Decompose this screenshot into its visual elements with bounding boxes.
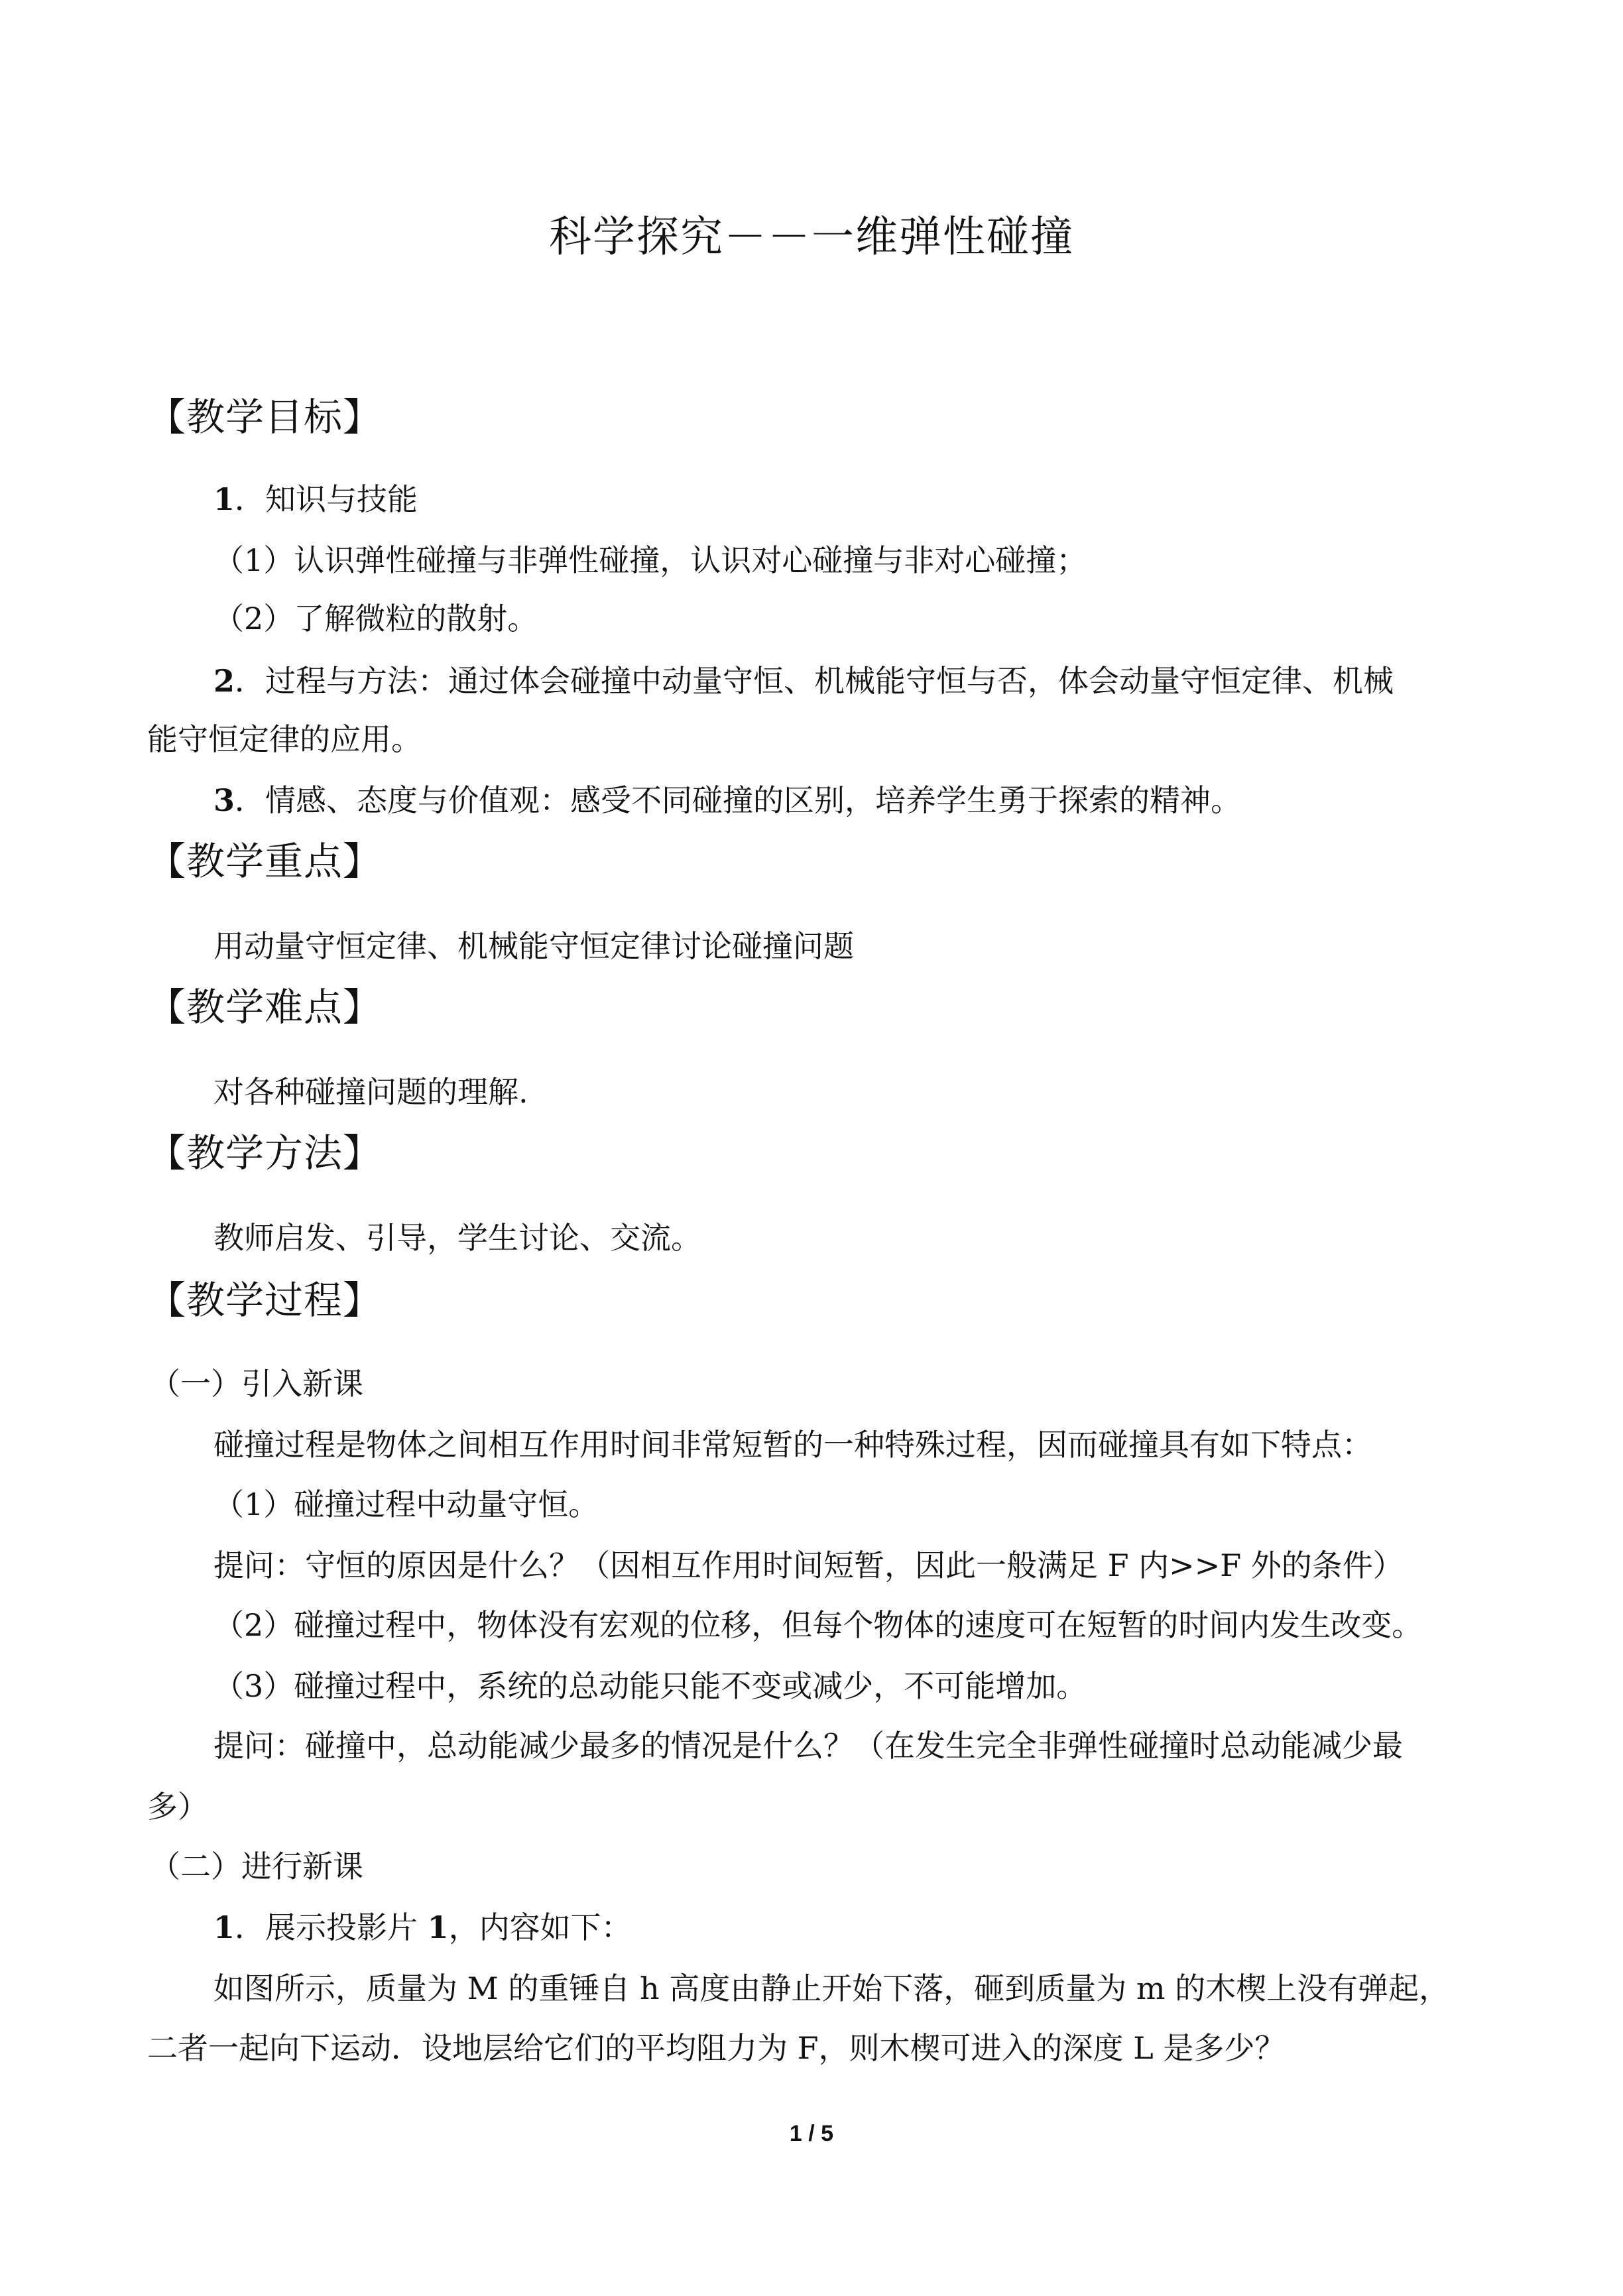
process-part-1-point-2: （2）碰撞过程中，物体没有宏观的位移，但每个物体的速度可在短暂的时间内发生改变。	[213, 1607, 1423, 1643]
objective-item-3	[213, 780, 1241, 820]
process-part-1-point-3: （3）碰撞过程中，系统的总动能只能不变或减少，不可能增加。	[213, 1668, 1087, 1704]
process-part-1-question-2-line-2: 多）	[147, 1789, 208, 1825]
process-part-2-item-1-text-b: ，内容如下：	[448, 1909, 632, 1945]
objective-item-2-number: 2	[213, 663, 235, 699]
process-part-1-title: （一）引入新课	[150, 1366, 363, 1402]
objective-item-3-text: ．情感、态度与价值观：感受不同碰撞的区别，培养学生勇于探索的精神。	[235, 782, 1242, 818]
process-part-2-item-1	[213, 1907, 632, 1947]
page-number: 1 / 5	[789, 2121, 834, 2146]
process-part-1-question-2-line-1: 提问：碰撞中，总动能减少最多的情况是什么？（在发生完全非弹性碰撞时总动能减少最	[213, 1728, 1403, 1764]
process-part-1-intro: 碰撞过程是物体之间相互作用时间非常短暂的一种特殊过程，因而碰撞具有如下特点：	[213, 1427, 1372, 1463]
objective-item-1-sub-1: （1）认识弹性碰撞与非弹性碰撞，认识对心碰撞与非对心碰撞；	[213, 542, 1087, 578]
heading-difficulties: 【教学难点】	[147, 985, 383, 1030]
objective-item-2-text-line-2: 能守恒定律的应用。	[147, 721, 422, 757]
methods-text: 教师启发、引导，学生讨论、交流。	[213, 1220, 701, 1256]
process-part-2-item-1-number: 1	[213, 1909, 235, 1945]
process-part-1-point-1: （1）碰撞过程中动量守恒。	[213, 1486, 599, 1522]
objective-item-1-text: ．知识与技能	[235, 481, 418, 517]
process-part-2-item-1-slide-number: 1	[427, 1909, 449, 1945]
heading-key-points: 【教学重点】	[147, 839, 383, 884]
objective-item-1	[213, 479, 418, 519]
objective-item-2	[213, 661, 1394, 701]
process-part-1-question-1: 提问：守恒的原因是什么？（因相互作用时间短暂，因此一般满足 F 内>>F 外的条件）	[213, 1547, 1404, 1583]
process-part-2-item-1-text-a: ．展示投影片	[235, 1909, 428, 1945]
process-part-2-problem-line-2: 二者一起向下运动．设地层给它们的平均阻力为 F，则木楔可进入的深度 L 是多少？	[147, 2030, 1286, 2066]
heading-process: 【教学过程】	[147, 1278, 383, 1323]
objective-item-3-number: 3	[213, 782, 235, 818]
process-part-2-title: （二）进行新课	[150, 1848, 363, 1884]
heading-objectives: 【教学目标】	[147, 394, 383, 440]
heading-methods: 【教学方法】	[147, 1130, 383, 1176]
objective-item-1-number: 1	[213, 481, 235, 517]
difficulties-text: 对各种碰撞问题的理解.	[213, 1074, 528, 1110]
document-title: 科学探究－－一维弹性碰撞	[549, 213, 1074, 262]
objective-item-2-text-line-1: ．过程与方法：通过体会碰撞中动量守恒、机械能守恒与否，体会动量守恒定律、机械	[235, 663, 1394, 699]
objective-item-1-sub-2: （2）了解微粒的散射。	[213, 601, 538, 636]
key-points-text: 用动量守恒定律、机械能守恒定律讨论碰撞问题	[213, 928, 854, 964]
process-part-2-problem-line-1: 如图所示，质量为 M 的重锤自 h 高度由静止开始下落，砸到质量为 m 的木楔上没有弹起，	[213, 1970, 1450, 2006]
